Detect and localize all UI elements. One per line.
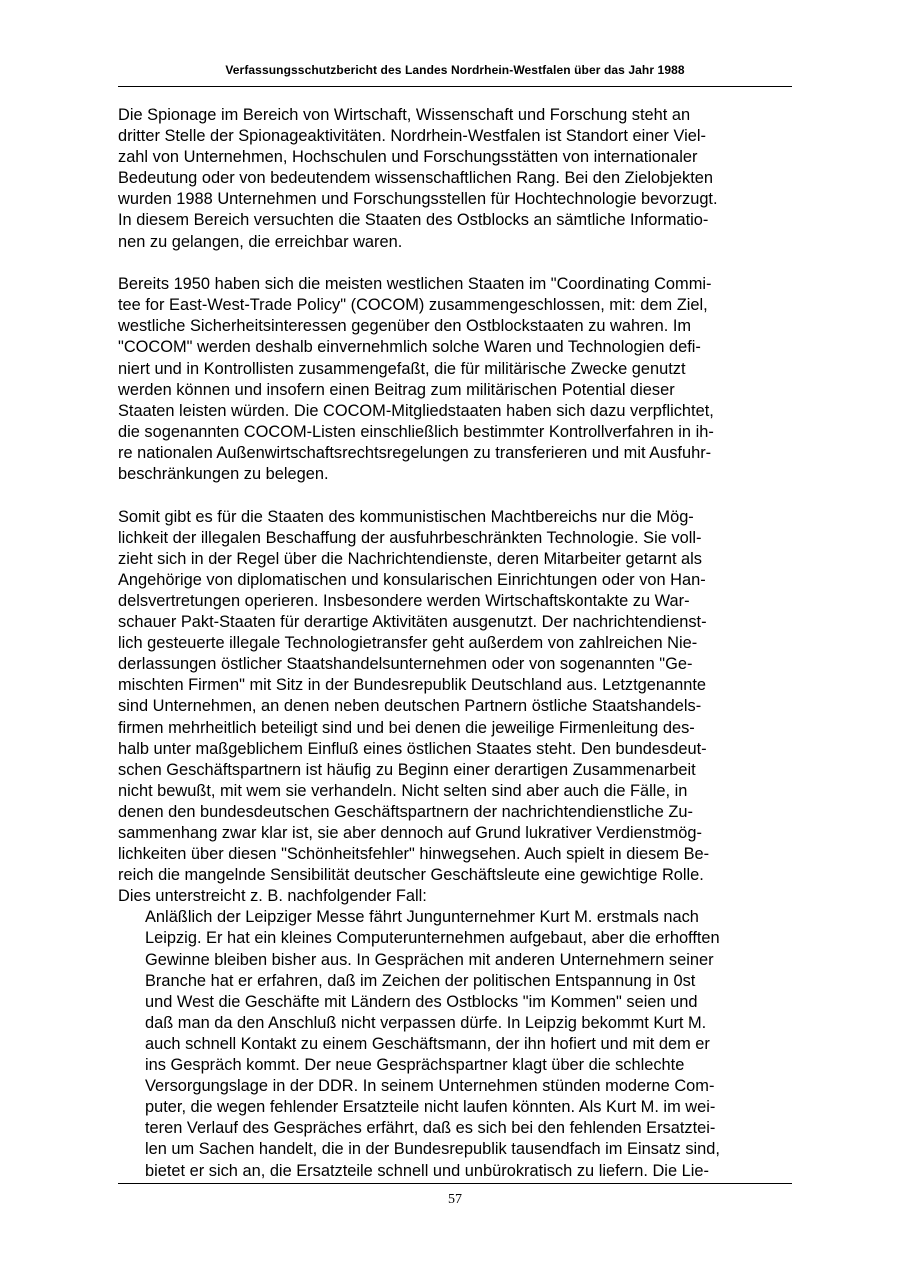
text-line: Die Spionage im Bereich von Wirtschaft, Wissenschaft und Forschung steht an — [118, 106, 691, 124]
text-line: Anläßlich der Leipziger Messe fährt Jungunternehmer Kurt M. erstmals nach — [145, 908, 699, 927]
text-line: nen zu gelangen, die erreichbar waren. — [118, 232, 403, 251]
text-line: In diesem Bereich versuchten die Staaten des Ostblocks an sämtliche Informatio- — [118, 211, 709, 230]
text-line: wurden 1988 Unternehmen und Forschungsstellen für Hochtechnologie bevorzugt. — [118, 190, 718, 209]
page-number: 57 — [448, 1192, 462, 1207]
text-line: westliche Sicherheitsinteressen gegenüber den Ostblockstaaten zu wahren. Im — [118, 317, 692, 336]
text-line: dritter Stelle der Spionageaktivitäten. Nordrhein-Westfalen ist Standort einer Viel- — [118, 127, 706, 146]
text-line: niert und in Kontrollisten zusammengefaßt, die für militärische Zwecke genutzt — [118, 359, 686, 378]
text-line: mischten Firmen" mit Sitz in der Bundesrepublik Deutschland aus. Letztgenannte — [118, 676, 706, 695]
text-line: Bereits 1950 haben sich die meisten westlichen Staaten im "Coordinating Commi- — [118, 275, 712, 294]
text-line: schen Geschäftspartnern ist häufig zu Beginn einer derartigen Zusammenarbeit — [118, 760, 696, 779]
text-line: tee for East-West-Trade Policy" (COCOM) zusammengeschlossen, mit: dem Ziel, — [118, 296, 708, 315]
text-line: Leipzig. Er hat ein kleines Computerunternehmen aufgebaut, aber die erhofften — [145, 929, 720, 948]
text-line: zahl von Unternehmen, Hochschulen und Forschungsstätten von internationaler — [118, 148, 698, 167]
text-line: Somit gibt es für die Staaten des kommunistischen Machtbereichs nur die Mög- — [118, 507, 694, 526]
text-line: nicht bewußt, mit wem sie verhandeln. Nicht selten sind aber auch die Fälle, in — [118, 781, 688, 800]
paragraph-2 — [118, 274, 792, 485]
text-line: beschränkungen zu belegen. — [118, 465, 329, 483]
paragraph-3 — [118, 507, 792, 908]
paragraph-1 — [118, 105, 792, 253]
text-line: halb unter maßgeblichem Einfluß eines östlichen Staates steht. Den bundesdeut- — [118, 739, 707, 758]
text-line: schauer Pakt-Staaten für derartige Aktivitäten ausgenutzt. Der nachrichtendienst- — [118, 613, 707, 632]
text-line: re nationalen Außenwirtschaftsrechtsregelungen zu transferieren und mit Ausfuhr- — [118, 443, 712, 462]
case-example-quote — [118, 907, 792, 1181]
body-text — [118, 105, 792, 1182]
text-line: firmen mehrheitlich beteiligt sind und bei denen die jeweilige Firmenleitung des- — [118, 718, 695, 737]
text-line: "COCOM" werden deshalb einvernehmlich solche Waren und Technologien defi- — [118, 338, 701, 357]
text-line: lichkeit der illegalen Beschaffung der ausfuhrbeschränkten Technologie. Sie voll- — [118, 528, 702, 547]
text-line: Dies unterstreicht z. B. nachfolgender Fall: — [118, 887, 427, 906]
text-line: denen den bundesdeutschen Geschäftspartnern der nachrichtendienstliche Zu- — [118, 802, 693, 821]
text-line: Versorgungslage in der DDR. In seinem Unternehmen stünden moderne Com- — [145, 1077, 715, 1096]
text-line: Staaten leisten würden. Die COCOM-Mitgliedstaaten haben sich dazu verpflichtet, — [118, 401, 714, 420]
text-line: len um Sachen handelt, die in der Bundesrepublik tausendfach im Einsatz sind, — [145, 1140, 720, 1159]
text-line: Bedeutung oder von bedeutendem wissenschaftlichen Rang. Bei den Zielobjekten — [118, 169, 714, 188]
text-line: derlassungen östlicher Staatshandelsunternehmen oder von sogenannten "Ge- — [118, 655, 693, 674]
text-line: sind Unternehmen, an denen neben deutschen Partnern östliche Staatshandels- — [118, 697, 702, 716]
text-line: sammenhang zwar klar ist, sie aber dennoch auf Grund lukrativer Verdienstmög- — [118, 824, 702, 842]
text-line: die sogenannten COCOM-Listen einschließlich bestimmter Kontrollverfahren in ih- — [118, 422, 714, 441]
running-header: Verfassungsschutzbericht des Landes Nordrhein-Westfalen über das Jahr 1988 — [225, 63, 685, 77]
text-line: Angehörige von diplomatischen und konsularischen Einrichtungen oder von Han- — [118, 570, 706, 589]
header-rule — [118, 86, 792, 87]
footer-rule — [118, 1183, 792, 1184]
text-line: reich die mangelnde Sensibilität deutscher Geschäftsleute eine gewichtige Rolle. — [118, 866, 704, 885]
text-line: Branche hat er erfahren, daß im Zeichen der politischen Entspannung in 0st — [145, 971, 696, 990]
text-line: lich gesteuerte illegale Technologietransfer geht außerdem von zahlreichen Nie- — [118, 634, 698, 653]
text-line: zieht sich in der Regel über die Nachrichtendienste, deren Mitarbeiter getarnt als — [118, 549, 703, 568]
text-line: auch schnell Kontakt zu einem Geschäftsmann, der ihn hofiert und mit dem er — [145, 1034, 710, 1053]
text-line: lichkeiten über diesen "Schönheitsfehler" hinwegsehen. Auch spielt in diesem Be- — [118, 845, 710, 864]
text-line: puter, die wegen fehlender Ersatzteile nicht laufen könnten. Als Kurt M. im wei- — [145, 1098, 716, 1117]
text-line: delsvertretungen operieren. Insbesondere werden Wirtschaftskontakte zu War- — [118, 591, 690, 610]
text-line: Gewinne bleiben bisher aus. In Gesprächen mit anderen Unternehmern seiner — [145, 950, 714, 969]
text-line: ins Gespräch kommt. Der neue Gesprächspartner klagt über die schlechte — [145, 1056, 685, 1075]
text-line: daß man da den Anschluß nicht verpassen dürfe. In Leipzig bekommt Kurt M. — [145, 1013, 707, 1032]
text-line: teren Verlauf des Gespräches erfährt, daß es sich bei den fehlenden Ersatztei- — [145, 1119, 716, 1138]
text-line: werden können und insofern einen Beitrag zum militärischen Potential dieser — [118, 380, 675, 399]
text-line: und West die Geschäfte mit Ländern des Ostblocks "im Kommen" seien und — [145, 992, 698, 1011]
text-line: bietet er sich an, die Ersatzteile schnell und unbürokratisch zu liefern. Die Lie- — [145, 1161, 709, 1180]
